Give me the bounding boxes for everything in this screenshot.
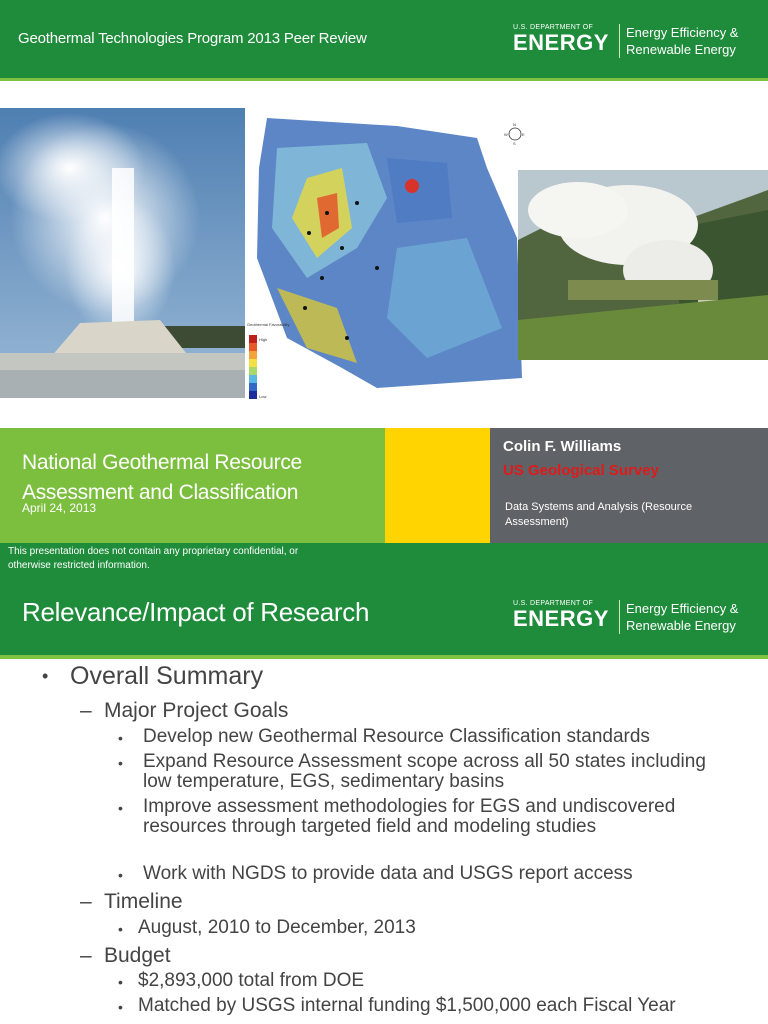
presentation-date: April 24, 2013: [22, 501, 97, 515]
presenter-name: Colin F. Williams: [503, 438, 622, 455]
timeline-label: Timeline: [104, 890, 183, 913]
doe-logo: U.S. DEPARTMENT OF ENERGY: [513, 24, 609, 55]
title-band-yellow: [385, 428, 490, 543]
geothermal-plant-photo: [518, 170, 768, 360]
logo-divider: [619, 24, 620, 58]
presenter-department: Data Systems and Analysis (Resource Assessment): [505, 501, 693, 528]
goals-label: Major Project Goals: [104, 699, 289, 722]
compass-east: E: [522, 132, 525, 137]
compass-south: S: [513, 141, 516, 146]
slide2-title: Relevance/Impact of Research: [22, 597, 370, 627]
bullet-dot: •: [42, 666, 49, 686]
geyser-photo: [0, 108, 245, 398]
legend-title: Geothermal Favorability: [247, 322, 290, 327]
eere-logo-text: Energy Efficiency & Renewable Energy: [626, 25, 739, 57]
overall-summary: Overall Summary: [70, 662, 264, 690]
compass-north: N: [513, 122, 516, 127]
logo-divider-2: [619, 600, 620, 634]
doe-logo-2: U.S. DEPARTMENT OF ENERGY: [513, 600, 609, 631]
geothermal-favorability-map: [247, 108, 527, 403]
presentation-title: National Geothermal Resource Assessment and Classification: [22, 451, 302, 504]
budget-label: Budget: [104, 944, 171, 967]
eere-logo-text-2: Energy Efficiency & Renewable Energy: [626, 601, 739, 633]
disclaimer: This presentation does not contain any proprietary confidential, or otherwise restricted information.: [8, 546, 299, 571]
compass-west: W: [504, 132, 508, 137]
program-title: Geothermal Technologies Program 2013 Peer Review: [18, 30, 367, 47]
compass-icon: [509, 128, 521, 140]
legend-high: High: [259, 337, 268, 342]
presenter-organization: US Geological Survey: [503, 462, 659, 479]
legend-low: Low: [259, 394, 267, 399]
